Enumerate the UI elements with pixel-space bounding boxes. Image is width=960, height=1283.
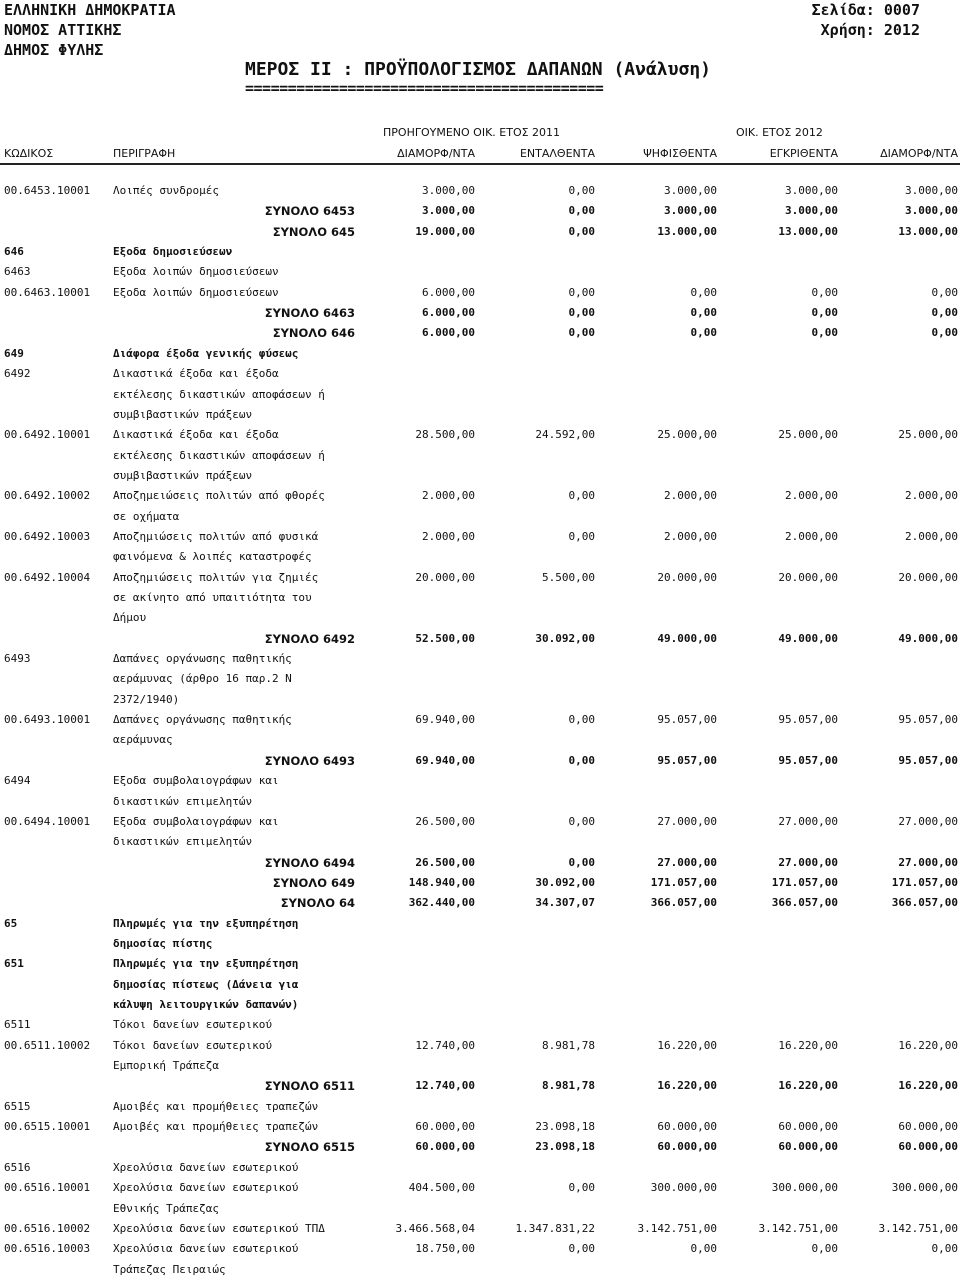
table-row [0, 588, 960, 608]
row-description: εκτέλεσης δικαστικών αποφάσεων ή [113, 387, 325, 401]
row-code: 00.6494.10001 [4, 814, 91, 828]
row-code: 651 [4, 957, 24, 971]
amount-cell: 0,00 [568, 184, 595, 197]
total-label: ΣΥΝΟΛΟ 6492 [264, 631, 355, 646]
amount-cell: 2.000,00 [905, 489, 958, 503]
amount-cell: 2.000,00 [785, 529, 838, 543]
amount-cell: 3.000,00 [905, 204, 958, 218]
amount-cell: 0,00 [568, 855, 595, 869]
amount-cell: 3.000,00 [422, 184, 475, 197]
column-header-code: ΚΩΔΙΚΟΣ [4, 147, 54, 160]
total-label: ΣΥΝΟΛΟ 6453 [264, 204, 355, 219]
amount-cell: 16.220,00 [898, 1079, 958, 1093]
amount-cell: 13.000,00 [657, 224, 717, 238]
amount-cell: 95.057,00 [778, 753, 838, 767]
total-row [0, 323, 960, 343]
total-label: ΣΥΝΟΛΟ 645 [272, 224, 355, 239]
row-description: Αποζημιώσεις πολιτών για ζημιές [113, 570, 319, 584]
table-row [0, 425, 960, 445]
amount-cell: 0,00 [568, 285, 595, 299]
amount-cell: 60.000,00 [415, 1140, 475, 1154]
amount-cell: 23.098,18 [535, 1140, 595, 1154]
amount-cell: 13.000,00 [778, 224, 838, 238]
amount-cell: 20.000,00 [415, 570, 475, 584]
row-description: Αποζημιώσεις πολιτών από φυσικά [113, 529, 319, 543]
row-description: Τόκοι δανείων εσωτερικού [113, 1018, 272, 1032]
total-label: ΣΥΝΟΛΟ 6494 [264, 855, 355, 870]
amount-cell: 25.000,00 [898, 428, 958, 442]
table-row [0, 1117, 960, 1137]
amount-cell: 27.000,00 [898, 855, 958, 869]
total-row [0, 873, 960, 893]
row-description: Χρεολύσια δανείων εσωτερικού [113, 1160, 299, 1174]
amount-cell: 3.142.751,00 [637, 1221, 717, 1235]
amount-cell: 60.000,00 [657, 1120, 717, 1134]
amount-cell: 95.057,00 [657, 713, 717, 727]
amount-cell: 60.000,00 [415, 1120, 475, 1134]
amount-cell: 366.057,00 [771, 896, 838, 910]
row-description: Αποζημειώσεις πολιτών από φθορές [113, 489, 325, 503]
row-description: Αμοιβές και προμήθειες τραπεζών [113, 1099, 319, 1113]
header-left [4, 0, 176, 60]
table-row [0, 649, 960, 669]
amount-cell: 25.000,00 [657, 428, 717, 442]
prefecture-line: ΝΟΜΟΣ ΑΤΤΙΚΗΣ [4, 21, 122, 39]
amount-cell: 27.000,00 [657, 855, 717, 869]
row-code: 00.6516.10001 [4, 1181, 91, 1195]
amount-cell: 16.220,00 [657, 1038, 717, 1052]
row-description: Πληρωμές για την εξυπηρέτηση [113, 957, 299, 971]
amount-cell: 171.057,00 [650, 875, 717, 889]
table-row [0, 466, 960, 486]
amount-cell: 34.307,07 [535, 896, 595, 910]
amount-cell: 8.981,78 [542, 1079, 595, 1093]
amount-cell: 0,00 [931, 285, 958, 299]
amount-cell: 27.000,00 [898, 814, 958, 828]
total-label: ΣΥΝΟΛΟ 6463 [264, 306, 355, 321]
row-code: 6492 [4, 367, 31, 381]
amount-cell: 300.000,00 [891, 1181, 958, 1195]
table-row [0, 547, 960, 567]
title-underline: ========================================== [245, 79, 604, 97]
row-description: αεράμυνας [113, 733, 173, 747]
amount-cell: 0,00 [931, 306, 958, 320]
total-row [0, 201, 960, 221]
amount-cell: 20.000,00 [898, 570, 958, 584]
row-description: Δαπάνες οργάνωσης παθητικής [113, 713, 292, 727]
row-code: 00.6492.10002 [4, 489, 91, 503]
table-row [0, 527, 960, 547]
amount-cell: 300.000,00 [650, 1181, 717, 1195]
row-description: φαινόμενα & λοιπές καταστροφές [113, 550, 312, 564]
amount-cell: 30.092,00 [535, 631, 595, 645]
amount-cell: 95.057,00 [898, 753, 958, 767]
amount-cell: 20.000,00 [657, 570, 717, 584]
amount-cell: 2.000,00 [664, 529, 717, 543]
amount-cell: 2.000,00 [422, 489, 475, 503]
amount-cell: 2.000,00 [422, 529, 475, 543]
row-code: 6515 [4, 1099, 31, 1113]
table-row [0, 446, 960, 466]
table-row [0, 812, 960, 832]
header-rule [0, 163, 960, 165]
table-row [0, 486, 960, 506]
amount-cell: 404.500,00 [408, 1181, 475, 1195]
total-row [0, 893, 960, 913]
amount-cell: 0,00 [690, 285, 717, 299]
row-description: 2372/1940) [113, 692, 180, 706]
amount-cell: 366.057,00 [891, 896, 958, 910]
amount-cell: 6.000,00 [422, 285, 475, 299]
amount-cell: 16.220,00 [898, 1038, 958, 1052]
row-code: 65 [4, 916, 18, 930]
amount-cell: 2.000,00 [905, 529, 958, 543]
amount-cell: 27.000,00 [657, 814, 717, 828]
amount-cell: 3.000,00 [785, 184, 838, 197]
row-code: 00.6515.10001 [4, 1120, 91, 1134]
row-code: 646 [4, 245, 24, 259]
row-code: 6511 [4, 1018, 31, 1032]
total-row [0, 1076, 960, 1096]
header-right [812, 0, 920, 40]
row-description: Εξοδα λοιπών δημοσιεύσεων [113, 265, 279, 279]
amount-cell: 3.000,00 [422, 204, 475, 218]
table-row [0, 690, 960, 710]
table-row [0, 262, 960, 282]
table-row [0, 1260, 960, 1280]
amount-cell: 28.500,00 [415, 428, 475, 442]
amount-cell: 3.000,00 [905, 184, 958, 197]
row-description: Δικαστικά έξοδα και έξοδα [113, 428, 279, 442]
amount-cell: 8.981,78 [542, 1038, 595, 1052]
row-description: Εξοδα συμβολαιογράφων και [113, 774, 279, 788]
row-description: συμβιβαστικών πράξεων [113, 468, 253, 482]
amount-cell: 300.000,00 [771, 1181, 838, 1195]
row-code: 649 [4, 346, 24, 360]
amount-cell: 3.000,00 [664, 184, 717, 197]
amount-cell: 60.000,00 [657, 1140, 717, 1154]
amount-cell: 3.466.568,04 [395, 1221, 475, 1235]
table-row [0, 1199, 960, 1219]
table-row [0, 832, 960, 852]
table-row [0, 995, 960, 1015]
table-row [0, 242, 960, 262]
amount-cell: 0,00 [690, 306, 717, 320]
page-number: Σελίδα: 0007 [811, 1, 920, 19]
amount-cell: 27.000,00 [778, 814, 838, 828]
column-header-c2: ΕΝΤΑΛΘΕΝΤΑ [519, 147, 595, 160]
table-row [0, 283, 960, 303]
amount-cell: 18.750,00 [415, 1242, 475, 1256]
amount-cell: 0,00 [568, 489, 595, 503]
row-description: σε οχήματα [113, 509, 180, 523]
amount-cell: 60.000,00 [778, 1140, 838, 1154]
table-row [0, 954, 960, 974]
table-row [0, 405, 960, 425]
row-description: Εμπορική Τράπεζα [113, 1059, 219, 1073]
amount-cell: 26.500,00 [415, 855, 475, 869]
amount-cell: 16.220,00 [778, 1079, 838, 1093]
amount-cell: 60.000,00 [898, 1140, 958, 1154]
amount-cell: 0,00 [690, 326, 717, 340]
table-row [0, 1158, 960, 1178]
row-description: Δήμου [113, 611, 147, 625]
row-code: 6463 [4, 265, 31, 279]
amount-cell: 5.500,00 [542, 570, 595, 584]
table-row [0, 1015, 960, 1035]
row-description: Δαπάνες οργάνωσης παθητικής [113, 652, 292, 666]
row-description: Χρεολύσια δανείων εσωτερικού [113, 1181, 299, 1195]
row-code: 00.6511.10002 [4, 1038, 91, 1052]
amount-cell: 0,00 [811, 285, 838, 299]
amount-cell: 16.220,00 [657, 1079, 717, 1093]
total-label: ΣΥΝΟΛΟ 6511 [264, 1079, 355, 1094]
row-description: συμβιβαστικών πράξεων [113, 407, 253, 421]
row-code: 6493 [4, 652, 31, 666]
table-row [0, 792, 960, 812]
amount-cell: 12.740,00 [415, 1038, 475, 1052]
table-row [0, 914, 960, 934]
table-row [0, 1056, 960, 1076]
amount-cell: 0,00 [568, 529, 595, 543]
table-row [0, 730, 960, 750]
amount-cell: 49.000,00 [778, 631, 838, 645]
row-code: 00.6493.10001 [4, 713, 91, 727]
amount-cell: 1.347.831,22 [515, 1221, 595, 1235]
row-description: δικαστικών επιμελητών [113, 794, 253, 808]
total-row [0, 853, 960, 873]
row-description: δικαστικών επιμελητών [113, 835, 253, 849]
column-group-prev-year: ΠΡΟΗΓΟΥΜΕΝΟ ΟΙΚ. ΕΤΟΣ 2011 [383, 126, 561, 139]
row-code: 6494 [4, 774, 31, 788]
amount-cell: 20.000,00 [778, 570, 838, 584]
amount-cell: 3.142.751,00 [878, 1221, 958, 1235]
total-row [0, 751, 960, 771]
total-label: ΣΥΝΟΛΟ 646 [272, 326, 355, 341]
amount-cell: 362.440,00 [408, 896, 475, 910]
amount-cell: 0,00 [931, 326, 958, 340]
amount-cell: 0,00 [568, 224, 595, 238]
amount-cell: 69.940,00 [415, 713, 475, 727]
row-code: 6516 [4, 1160, 31, 1174]
table-row [0, 771, 960, 791]
row-description: Τόκοι δανείων εσωτερικού [113, 1038, 272, 1052]
amount-cell: 52.500,00 [415, 631, 475, 645]
table-row [0, 1036, 960, 1056]
amount-cell: 24.592,00 [535, 428, 595, 442]
amount-cell: 49.000,00 [898, 631, 958, 645]
table-row [0, 934, 960, 954]
row-description: δημοσίας πίστης [113, 936, 213, 950]
amount-cell: 0,00 [931, 1242, 958, 1256]
row-code: 00.6492.10004 [4, 570, 91, 584]
total-row [0, 222, 960, 242]
amount-cell: 13.000,00 [898, 224, 958, 238]
table-row [0, 364, 960, 384]
column-header-c4: ΕΓΚΡΙΘΕΝΤΑ [769, 147, 838, 160]
amount-cell: 148.940,00 [408, 875, 475, 889]
amount-cell: 0,00 [811, 306, 838, 320]
amount-cell: 0,00 [811, 326, 838, 340]
row-description: Εξοδα λοιπών δημοσιεύσεων [113, 285, 279, 299]
amount-cell: 6.000,00 [422, 306, 475, 320]
amount-cell: 3.000,00 [664, 204, 717, 218]
amount-cell: 0,00 [568, 1242, 595, 1256]
amount-cell: 23.098,18 [535, 1120, 595, 1134]
table-row [0, 181, 960, 201]
amount-cell: 26.500,00 [415, 814, 475, 828]
table-row [0, 344, 960, 364]
row-description: Διάφορα έξοδα γενικής φύσεως [113, 346, 299, 360]
row-description: Χρεολύσια δανείων εσωτερικού [113, 1242, 299, 1256]
row-description: Χρεολύσια δανείων εσωτερικού ΤΠΔ [113, 1221, 325, 1235]
table-row [0, 1097, 960, 1117]
row-description: Εξοδα δημοσιεύσεων [113, 245, 233, 259]
row-code: 00.6463.10001 [4, 285, 91, 299]
fiscal-year: Χρήση: 2012 [820, 21, 920, 39]
column-header-c1: ΔΙΑΜΟΡΦ/ΝΤΑ [397, 147, 475, 160]
amount-cell: 0,00 [568, 713, 595, 727]
column-header-c3: ΨΗΦΙΣΘΕΝΤΑ [643, 147, 717, 160]
row-description: Δικαστικά έξοδα και έξοδα [113, 367, 279, 381]
row-description: αεράμυνας (άρθρο 16 παρ.2 Ν [113, 672, 292, 686]
row-description: Τράπεζας Πειραιώς [113, 1262, 226, 1276]
amount-cell: 69.940,00 [415, 753, 475, 767]
total-label: ΣΥΝΟΛΟ 6515 [264, 1140, 355, 1155]
amount-cell: 95.057,00 [657, 753, 717, 767]
row-description: κάλυψη λειτουργικών δαπανών) [113, 998, 299, 1011]
amount-cell: 0,00 [568, 814, 595, 828]
total-label: ΣΥΝΟΛΟ 6493 [264, 753, 355, 768]
column-header-desc: ΠΕΡΙΓΡΑΦΗ [113, 147, 176, 160]
amount-cell: 0,00 [568, 753, 595, 767]
row-description: σε ακίνητο από υπαιτιότητα του [113, 591, 312, 604]
total-label: ΣΥΝΟΛΟ 649 [272, 875, 355, 890]
total-label: ΣΥΝΟΛΟ 64 [280, 896, 355, 911]
table-row [0, 710, 960, 730]
total-row [0, 1137, 960, 1157]
amount-cell: 12.740,00 [415, 1079, 475, 1093]
amount-cell: 95.057,00 [778, 713, 838, 727]
row-description: Αμοιβές και προμήθειες τραπεζών [113, 1120, 319, 1134]
table-row [0, 1239, 960, 1259]
amount-cell: 366.057,00 [650, 896, 717, 910]
table-row [0, 385, 960, 405]
country-line: ΕΛΛΗΝΙΚΗ ΔΗΜΟΚΡΑΤΙΑ [4, 1, 176, 19]
amount-cell: 3.142.751,00 [758, 1221, 838, 1235]
page-title: ΜΕΡΟΣ ΙΙ : ΠΡΟΫΠΟΛΟΓΙΣΜΟΣ ΔΑΠΑΝΩΝ (Ανάλυση) [245, 59, 711, 80]
table-row [0, 507, 960, 527]
amount-cell: 16.220,00 [778, 1038, 838, 1052]
amount-cell: 95.057,00 [898, 713, 958, 727]
amount-cell: 2.000,00 [785, 489, 838, 503]
table-row [0, 1219, 960, 1239]
row-description: δημοσίας πίστεως (Δάνεια για [113, 977, 299, 991]
row-code: 00.6453.10001 [4, 184, 91, 197]
amount-cell: 0,00 [568, 1181, 595, 1195]
row-description: Λοιπές συνδρομές [113, 184, 219, 197]
amount-cell: 2.000,00 [664, 489, 717, 503]
total-row [0, 303, 960, 323]
row-code: 00.6516.10003 [4, 1242, 91, 1256]
row-code: 00.6492.10003 [4, 529, 91, 543]
row-description: εκτέλεσης δικαστικών αποφάσεων ή [113, 448, 325, 462]
amount-cell: 19.000,00 [415, 224, 475, 238]
amount-cell: 3.000,00 [785, 204, 838, 218]
amount-cell: 25.000,00 [778, 428, 838, 442]
municipality-line: ΔΗΜΟΣ ΦΥΛΗΣ [4, 41, 104, 59]
table-row [0, 669, 960, 689]
column-header-c5: ΔΙΑΜΟΡΦ/ΝΤΑ [880, 147, 958, 160]
table-row [0, 608, 960, 628]
amount-cell: 30.092,00 [535, 875, 595, 889]
total-row [0, 629, 960, 649]
amount-cell: 6.000,00 [422, 326, 475, 340]
row-description: Εθνικής Τράπεζας [113, 1201, 219, 1215]
row-code: 00.6516.10002 [4, 1221, 91, 1235]
row-code: 00.6492.10001 [4, 428, 91, 442]
amount-cell: 60.000,00 [898, 1120, 958, 1134]
amount-cell: 0,00 [568, 204, 595, 218]
amount-cell: 171.057,00 [891, 875, 958, 889]
amount-cell: 0,00 [811, 1242, 838, 1256]
amount-cell: 27.000,00 [778, 855, 838, 869]
table-row [0, 1178, 960, 1198]
amount-cell: 0,00 [568, 326, 595, 340]
amount-cell: 49.000,00 [657, 631, 717, 645]
amount-cell: 0,00 [568, 306, 595, 320]
amount-cell: 171.057,00 [771, 875, 838, 889]
column-group-cur-year: ΟΙΚ. ΕΤΟΣ 2012 [736, 126, 823, 139]
row-description: Πληρωμές για την εξυπηρέτηση [113, 916, 299, 930]
amount-cell: 0,00 [690, 1242, 717, 1256]
amount-cell: 60.000,00 [778, 1120, 838, 1134]
table-row [0, 568, 960, 588]
row-description: Εξοδα συμβολαιογράφων και [113, 814, 279, 828]
table-row [0, 975, 960, 995]
